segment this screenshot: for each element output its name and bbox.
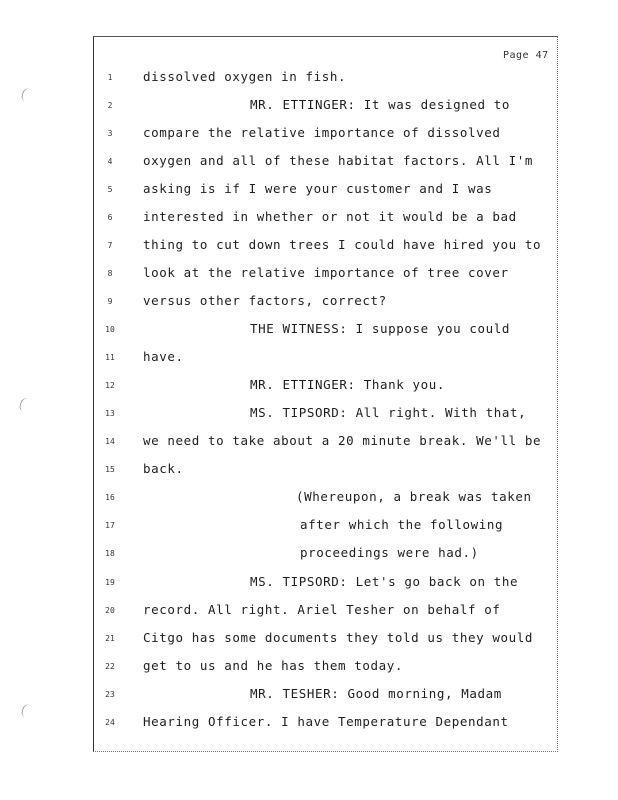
- line-number: 11: [105, 353, 115, 362]
- line-text: proceedings were had.): [300, 545, 479, 560]
- transcript-line: [0, 349, 618, 369]
- line-number: 20: [105, 606, 115, 615]
- transcript-line: [0, 237, 618, 257]
- line-number: 22: [105, 662, 115, 671]
- transcript-line: [0, 630, 618, 650]
- line-number: 16: [105, 493, 115, 502]
- transcript-line: [0, 125, 618, 145]
- line-number: 5: [107, 185, 113, 194]
- transcript-line: [0, 461, 618, 481]
- line-text: interested in whether or not it would be a bad: [143, 209, 517, 224]
- transcript-line: [0, 405, 618, 425]
- line-number: 12: [105, 381, 115, 390]
- transcript-line: [0, 321, 618, 341]
- line-number: 17: [105, 521, 115, 530]
- line-text: MR. ETTINGER: It was designed to: [250, 97, 511, 112]
- line-number: 18: [105, 549, 115, 558]
- line-text: THE WITNESS: I suppose you could: [250, 321, 511, 336]
- transcript-line: [0, 293, 618, 313]
- line-text: Hearing Officer. I have Temperature Dependant: [143, 714, 509, 729]
- line-text: after which the following: [300, 517, 504, 532]
- transcript-line: [0, 153, 618, 173]
- line-number: 24: [105, 718, 115, 727]
- page-number-label: Page 47: [503, 50, 549, 61]
- transcript-line: [0, 658, 618, 678]
- transcript-line: [0, 97, 618, 117]
- line-text: (Whereupon, a break was taken: [296, 489, 532, 504]
- line-number: 1: [107, 73, 113, 82]
- line-number: 15: [105, 465, 115, 474]
- line-number: 7: [107, 241, 113, 250]
- line-text: dissolved oxygen in fish.: [143, 69, 347, 84]
- line-text: have.: [143, 349, 184, 364]
- transcript-line: [0, 686, 618, 706]
- line-number: 23: [105, 690, 115, 699]
- transcript-line: [0, 433, 618, 453]
- line-number: 9: [107, 297, 113, 306]
- transcript-line: [0, 545, 618, 565]
- line-number: 21: [105, 634, 115, 643]
- line-text: record. All right. Ariel Tesher on behalf of: [143, 602, 501, 617]
- transcript-line: [0, 69, 618, 89]
- transcript-line: [0, 265, 618, 285]
- line-number: 4: [107, 157, 113, 166]
- line-text: oxygen and all of these habitat factors. All I'm: [143, 153, 534, 168]
- line-text: MR. ETTINGER: Thank you.: [250, 377, 446, 392]
- line-number: 2: [107, 101, 113, 110]
- line-text: look at the relative importance of tree cover: [143, 265, 509, 280]
- transcript-line: [0, 209, 618, 229]
- transcript-line: [0, 714, 618, 734]
- transcript-line: [0, 181, 618, 201]
- transcript-line: [0, 574, 618, 594]
- line-text: MS. TIPSORD: All right. With that,: [250, 405, 527, 420]
- line-text: back.: [143, 461, 184, 476]
- line-number: 10: [105, 325, 115, 334]
- line-text: get to us and he has them today.: [143, 658, 404, 673]
- transcript-line: [0, 602, 618, 622]
- line-text: compare the relative importance of dissolved: [143, 125, 501, 140]
- transcript-line: [0, 517, 618, 537]
- line-number: 19: [105, 578, 115, 587]
- line-number: 14: [105, 437, 115, 446]
- line-text: MS. TIPSORD: Let's go back on the: [250, 574, 519, 589]
- line-text: Citgo has some documents they told us they would: [143, 630, 534, 645]
- line-number: 6: [107, 213, 113, 222]
- line-text: asking is if I were your customer and I was: [143, 181, 493, 196]
- line-number: 13: [105, 409, 115, 418]
- line-text: versus other factors, correct?: [143, 293, 387, 308]
- line-text: we need to take about a 20 minute break. We'll be: [143, 433, 542, 448]
- line-number: 3: [107, 129, 113, 138]
- line-text: thing to cut down trees I could have hired you to: [143, 237, 542, 252]
- transcript-line: [0, 377, 618, 397]
- transcript-line: [0, 489, 618, 509]
- line-text: MR. TESHER: Good morning, Madam: [250, 686, 502, 701]
- line-number: 8: [107, 269, 113, 278]
